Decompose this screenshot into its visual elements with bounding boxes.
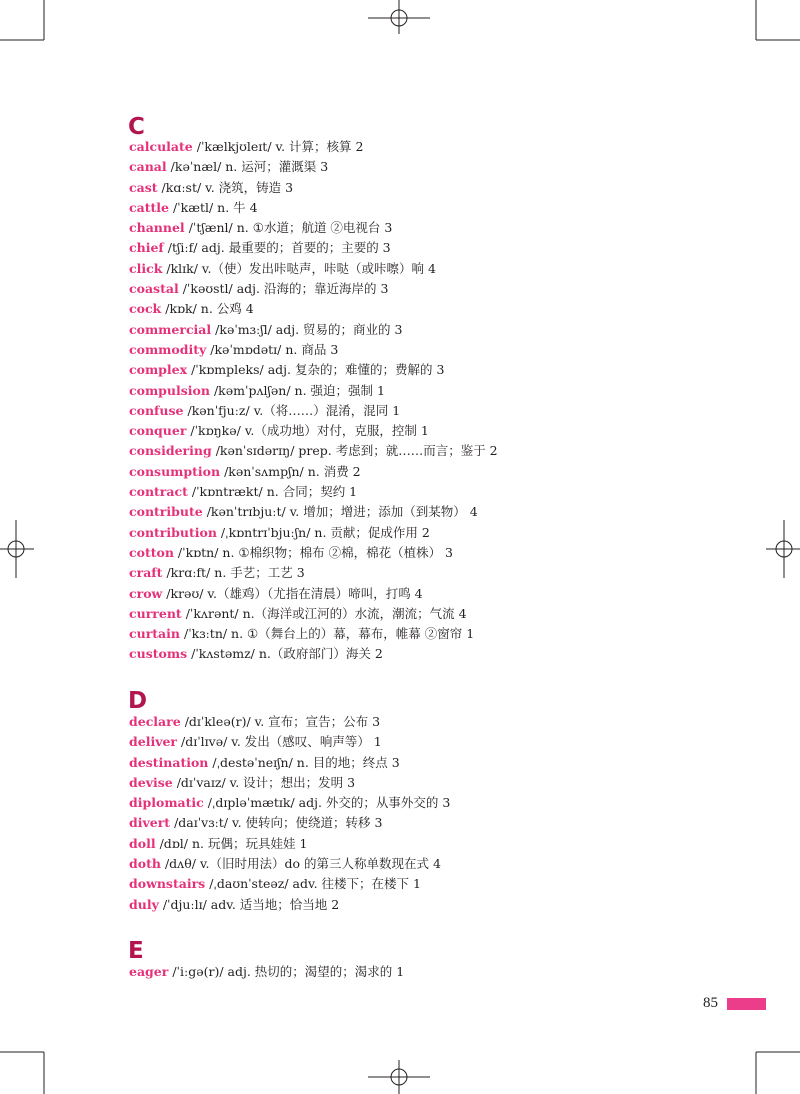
- definition: /dɪˈlɪvə/ v. 发出（感叹、响声等） 1: [181, 734, 382, 750]
- list-item: [129, 834, 450, 854]
- list-item: [129, 543, 498, 563]
- definition: /krɑːft/ n. 手艺；工艺 3: [166, 565, 305, 581]
- list-item: [129, 523, 498, 543]
- headword: contribution: [129, 524, 217, 540]
- definition: /ˈkɜːtn/ n. ①（舞台上的）幕，幕布，帷幕 ②窗帘 1: [184, 626, 475, 642]
- list-item: [129, 604, 498, 624]
- definition: /kɒk/ n. 公鸡 4: [165, 301, 254, 317]
- list-item: [129, 198, 498, 218]
- definition: /ˌdaʊnˈsteəz/ adv. 往楼下；在楼下 1: [209, 876, 421, 892]
- list-item: [129, 137, 498, 157]
- headword: compulsion: [129, 382, 210, 398]
- headword: coastal: [129, 281, 179, 297]
- list-item: [129, 259, 498, 279]
- headword: devise: [129, 774, 173, 790]
- headword: curtain: [129, 626, 180, 642]
- headword: canal: [129, 159, 167, 175]
- list-item: [129, 712, 450, 732]
- definition: /kənˈsɪdərɪŋ/ prep. 考虑到；就……而言；鉴于 2: [215, 443, 498, 459]
- definition: /kəˈnæl/ n. 运河；灌溉渠 3: [170, 159, 329, 175]
- headword: deliver: [129, 734, 177, 750]
- list-item: [129, 462, 498, 482]
- headword: chief: [129, 240, 164, 256]
- definition: /kəˈmɜːʃl/ adj. 贸易的；商业的 3: [215, 321, 403, 337]
- definition: /ˌkɒntrɪˈbjuːʃn/ n. 贡献；促成作用 2: [220, 524, 430, 540]
- headword: consumption: [129, 463, 221, 479]
- headword: commodity: [129, 341, 207, 357]
- headword: contribute: [129, 504, 203, 520]
- list-item: [129, 624, 498, 644]
- definition: /kənˈfjuːz/ v.（将……）混淆，混同 1: [187, 402, 401, 418]
- list-item: [129, 563, 498, 583]
- definition: /ˈkɒntrækt/ n. 合同；契约 1: [191, 484, 358, 500]
- headword: divert: [129, 815, 171, 831]
- headword: contract: [129, 484, 188, 500]
- headword: doll: [129, 835, 156, 851]
- list-item: [129, 793, 450, 813]
- definition: /kəmˈpʌlʃən/ n. 强迫；强制 1: [213, 382, 385, 398]
- definition: /kɑːst/ v. 浇筑，铸造 3: [161, 179, 294, 195]
- definition: /kəˈmɒdətɪ/ n. 商品 3: [210, 341, 339, 357]
- list-item: [129, 299, 498, 319]
- definition: /dʌθ/ v.（旧时用法）do 的第三人称单数现在式 4: [164, 856, 441, 872]
- list-item: [129, 644, 498, 664]
- headword: declare: [129, 714, 181, 729]
- definition: /klɪk/ v.（使）发出咔哒声，咔哒（或咔嚓）响 4: [166, 260, 436, 276]
- list-item: [129, 502, 498, 522]
- headword: downstairs: [129, 876, 206, 892]
- headword: cast: [129, 179, 158, 195]
- headword: commercial: [129, 321, 212, 337]
- list-item: [129, 340, 498, 360]
- list-item: [129, 401, 498, 421]
- page-tab: [727, 998, 766, 1010]
- list-item: [129, 279, 498, 299]
- definition: /dɪˈvaɪz/ v. 设计；想出；发明 3: [176, 774, 356, 790]
- headword: cotton: [129, 544, 174, 560]
- list-item: [129, 381, 498, 401]
- list-item: [129, 773, 450, 793]
- list-item: [129, 962, 404, 982]
- definition: /krəʊ/ v.（雄鸡）（尤指在清晨）啼叫，打鸣 4: [166, 585, 423, 601]
- headword: craft: [129, 565, 163, 581]
- headword: doth: [129, 856, 161, 872]
- list-item: [129, 854, 450, 874]
- definition: /ˌdɪpləˈmætɪk/ adj. 外交的；从事外交的 3: [207, 795, 451, 811]
- definition: /ˈtʃænl/ n. ①水道；航道 ②电视台 3: [188, 220, 393, 236]
- headword: diplomatic: [129, 795, 204, 811]
- list-item: [129, 584, 498, 604]
- definition: /ˈkætl/ n. 牛 4: [172, 199, 258, 215]
- list-item: [129, 320, 498, 340]
- headword: confuse: [129, 402, 184, 418]
- section-c-entries: [129, 137, 498, 665]
- headword: destination: [129, 754, 209, 770]
- definition: /ˈdjuːlɪ/ adv. 适当地；恰当地 2: [162, 896, 340, 912]
- definition: /ˈiːgə(r)/ adj. 热切的；渴望的；渴求的 1: [172, 964, 405, 979]
- list-item: [129, 218, 498, 238]
- headword: complex: [129, 362, 188, 378]
- list-item: [129, 813, 450, 833]
- list-item: [129, 238, 498, 258]
- definition: /ˈkɒmpleks/ adj. 复杂的；难懂的；费解的 3: [191, 362, 445, 378]
- definition: /ˈkʌstəmz/ n.（政府部门）海关 2: [191, 646, 383, 662]
- section-d-entries: [129, 712, 450, 915]
- headword: conquer: [129, 423, 187, 439]
- section-letter-e: E: [128, 938, 144, 964]
- headword: customs: [129, 646, 188, 662]
- definition: /ˈkəʊstl/ adj. 沿海的；靠近海岸的 3: [182, 281, 389, 297]
- definition: /ˈkɒŋkə/ v.（成功地）对付，克服，控制 1: [190, 423, 429, 439]
- definition: /ˌdestəˈneɪʃn/ n. 目的地；终点 3: [212, 754, 400, 770]
- headword: current: [129, 605, 182, 621]
- list-item: [129, 753, 450, 773]
- definition: /tʃiːf/ adj. 最重要的；首要的；主要的 3: [167, 240, 391, 256]
- headword: cattle: [129, 199, 169, 215]
- section-e-entries: [129, 962, 404, 982]
- definition: /ˈkælkjʊleɪt/ v. 计算；核算 2: [196, 139, 364, 154]
- list-item: [129, 874, 450, 894]
- section-letter-d: D: [128, 688, 148, 714]
- definition: /kənˈsʌmpʃn/ n. 消费 2: [224, 463, 361, 479]
- list-item: [129, 360, 498, 380]
- list-item: [129, 895, 450, 915]
- headword: considering: [129, 443, 212, 459]
- section-letter-c: C: [128, 114, 145, 140]
- headword: crow: [129, 585, 163, 601]
- definition: /kənˈtrɪbjuːt/ v. 增加；增进；添加（到某物） 4: [206, 504, 478, 520]
- list-item: [129, 421, 498, 441]
- page-number: 85: [703, 995, 718, 1011]
- list-item: [129, 441, 498, 461]
- headword: duly: [129, 896, 159, 912]
- definition: /ˈkɒtn/ n. ①棉织物；棉布 ②棉，棉花（植株） 3: [177, 544, 454, 560]
- headword: calculate: [129, 139, 193, 154]
- definition: /dɪˈkleə(r)/ v. 宣布；宣告；公布 3: [184, 714, 381, 729]
- list-item: [129, 732, 450, 752]
- definition: /ˈkʌrənt/ n.（海洋或江河的）水流，潮流；气流 4: [185, 605, 467, 621]
- list-item: [129, 157, 498, 177]
- definition: /dɒl/ n. 玩偶；玩具娃娃 1: [159, 835, 308, 851]
- list-item: [129, 178, 498, 198]
- headword: cock: [129, 301, 162, 317]
- list-item: [129, 482, 498, 502]
- headword: channel: [129, 220, 185, 236]
- definition: /daɪˈvɜːt/ v. 使转向；使绕道；转移 3: [174, 815, 383, 831]
- headword: click: [129, 260, 163, 276]
- headword: eager: [129, 964, 169, 979]
